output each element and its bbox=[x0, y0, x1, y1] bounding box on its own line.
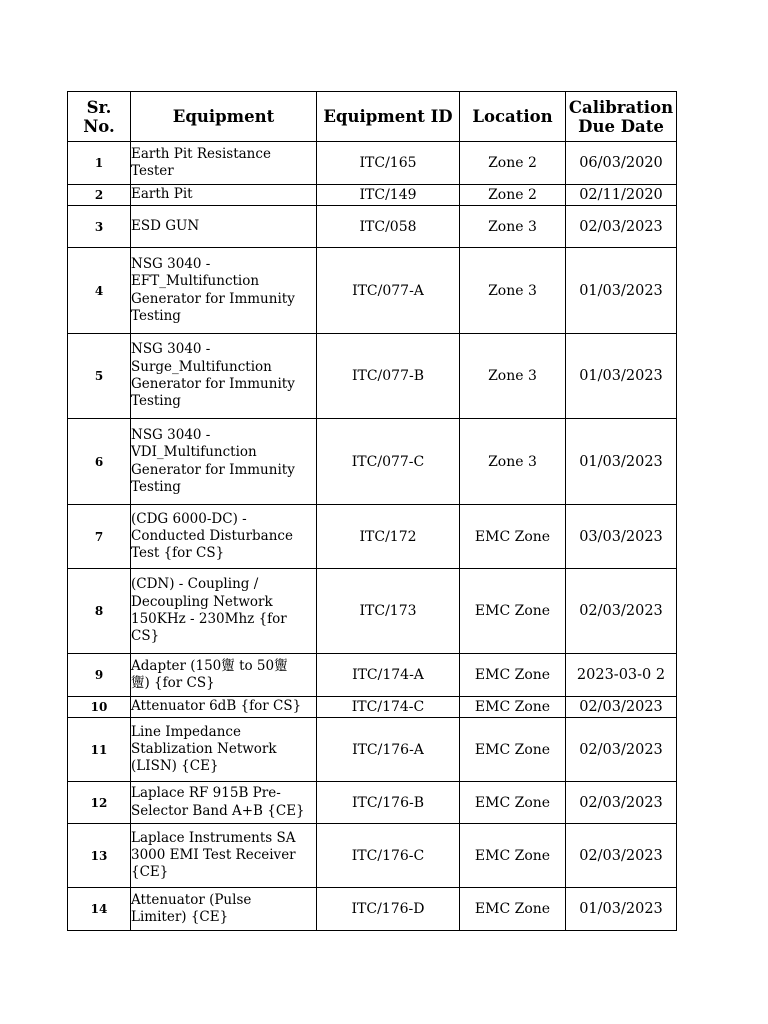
cell-location: Zone 2 bbox=[460, 142, 566, 185]
equipment-text-line: 150KHz - 230Mhz {for bbox=[131, 611, 287, 627]
header-sr-no: Sr. No. bbox=[68, 92, 131, 142]
table-row bbox=[68, 654, 677, 697]
cell-equipment-id: ITC/077-C bbox=[317, 419, 460, 505]
header-equipment: Equipment bbox=[131, 92, 317, 142]
equipment-text-line: (CDN) - Coupling / bbox=[131, 576, 259, 593]
equipment-text-line: Earth Pit bbox=[131, 186, 193, 203]
cell-calibration-due-date: 02/03/2023 bbox=[566, 824, 677, 888]
cell-equipment-id: ITC/176-D bbox=[317, 888, 460, 931]
equipment-text-line: Laplace RF 915B Pre- bbox=[131, 785, 281, 802]
cell-location: EMC Zone bbox=[460, 888, 566, 931]
table-row bbox=[68, 782, 677, 824]
header-equipment-id: Equipment ID bbox=[317, 92, 460, 142]
table-row bbox=[68, 248, 677, 334]
header-calibration-line1: Calibration bbox=[568, 97, 674, 117]
cell-calibration-due-date: 02/11/2020 bbox=[566, 185, 677, 206]
cell-location: EMC Zone bbox=[460, 505, 566, 569]
cell-equipment-id: ITC/176-B bbox=[317, 782, 460, 824]
equipment-text-line: Testing bbox=[131, 478, 181, 495]
cell-sr-no: 8 bbox=[68, 569, 131, 654]
equipment-text-line: Decoupling Network bbox=[131, 593, 273, 610]
table-row bbox=[68, 419, 677, 505]
cell-location: EMC Zone bbox=[460, 824, 566, 888]
header-calibration-due-date bbox=[566, 92, 677, 142]
table-row bbox=[68, 718, 677, 782]
cell-sr-no: 2 bbox=[68, 185, 131, 206]
table-row bbox=[68, 697, 677, 718]
equipment-text-line: (CDG 6000-DC) - bbox=[131, 510, 247, 527]
equipment-text-line: Surge_Multifunction bbox=[131, 358, 272, 375]
cell-calibration-due-date: 02/03/2023 bbox=[566, 718, 677, 782]
cell-equipment bbox=[131, 505, 317, 569]
equipment-text-line: Test {for CS} bbox=[131, 545, 225, 562]
equipment-text-line: Attenuator 6dB {for CS} bbox=[131, 698, 302, 715]
table-row bbox=[68, 185, 677, 206]
cell-sr-no: 13 bbox=[68, 824, 131, 888]
cell-calibration-due-date: 03/03/2023 bbox=[566, 505, 677, 569]
table-row bbox=[68, 206, 677, 248]
table-header-row bbox=[68, 92, 677, 142]
table-body bbox=[68, 142, 677, 931]
cell-equipment bbox=[131, 334, 317, 419]
table-row bbox=[68, 569, 677, 654]
equipment-text-line: NSG 3040 - bbox=[131, 255, 211, 272]
cell-equipment bbox=[131, 654, 317, 697]
cell-equipment bbox=[131, 206, 317, 248]
equipment-text-line: 3000 EMI Test Receiver bbox=[131, 846, 296, 863]
cell-equipment-id: ITC/176-C bbox=[317, 824, 460, 888]
equipment-text-line: Laplace Instruments SA bbox=[131, 829, 296, 846]
cell-calibration-due-date: 01/03/2023 bbox=[566, 248, 677, 334]
equipment-text-line: Limiter) {CE} bbox=[131, 909, 229, 925]
cell-equipment-id: ITC/077-B bbox=[317, 334, 460, 419]
cell-calibration-due-date: 06/03/2020 bbox=[566, 142, 677, 185]
table-row bbox=[68, 888, 677, 931]
cell-sr-no: 7 bbox=[68, 505, 131, 569]
equipment-text-line: Adapter (150躛 to 50躛 bbox=[131, 657, 288, 674]
table-row bbox=[68, 824, 677, 888]
cell-equipment-id: ITC/174-A bbox=[317, 654, 460, 697]
cell-calibration-due-date: 2023-03-0 2 bbox=[566, 654, 677, 697]
equipment-text-line: Earth Pit Resistance bbox=[131, 145, 271, 162]
cell-equipment bbox=[131, 248, 317, 334]
cell-equipment bbox=[131, 569, 317, 654]
cell-sr-no: 5 bbox=[68, 334, 131, 419]
cell-calibration-due-date: 02/03/2023 bbox=[566, 697, 677, 718]
equipment-text-line: Generator for Immunity bbox=[131, 461, 295, 478]
cell-equipment bbox=[131, 185, 317, 206]
header-calibration-line2: Due Date bbox=[578, 116, 664, 136]
cell-sr-no: 1 bbox=[68, 142, 131, 185]
equipment-text-line: NSG 3040 - bbox=[131, 426, 211, 443]
cell-calibration-due-date: 01/03/2023 bbox=[566, 419, 677, 505]
cell-equipment-id: ITC/165 bbox=[317, 142, 460, 185]
table-row bbox=[68, 142, 677, 185]
cell-equipment-id: ITC/173 bbox=[317, 569, 460, 654]
cell-sr-no: 10 bbox=[68, 697, 131, 718]
cell-sr-no: 12 bbox=[68, 782, 131, 824]
cell-calibration-due-date: 01/03/2023 bbox=[566, 334, 677, 419]
equipment-text-line: Generator for Immunity bbox=[131, 376, 295, 392]
cell-calibration-due-date: 02/03/2023 bbox=[566, 569, 677, 654]
equipment-text-line: Tester bbox=[131, 163, 174, 179]
equipment-text-line: Testing bbox=[131, 307, 181, 324]
cell-location: Zone 2 bbox=[460, 185, 566, 206]
cell-calibration-due-date: 02/03/2023 bbox=[566, 206, 677, 248]
cell-location: EMC Zone bbox=[460, 782, 566, 824]
cell-equipment bbox=[131, 718, 317, 782]
cell-sr-no: 4 bbox=[68, 248, 131, 334]
equipment-text-line: Selector Band A+B {CE} bbox=[131, 802, 305, 819]
cell-calibration-due-date: 01/03/2023 bbox=[566, 888, 677, 931]
equipment-text-line: NSG 3040 - bbox=[131, 341, 211, 358]
cell-equipment bbox=[131, 697, 317, 718]
equipment-text-line: Stablization Network bbox=[131, 740, 277, 757]
equipment-text-line: VDI_Multifunction bbox=[131, 444, 257, 461]
cell-location: Zone 3 bbox=[460, 206, 566, 248]
cell-equipment-id: ITC/058 bbox=[317, 206, 460, 248]
cell-equipment-id: ITC/176-A bbox=[317, 718, 460, 782]
equipment-text-line: Attenuator (Pulse bbox=[131, 891, 252, 908]
cell-equipment bbox=[131, 824, 317, 888]
cell-equipment bbox=[131, 419, 317, 505]
header-location: Location bbox=[460, 92, 566, 142]
cell-location: EMC Zone bbox=[460, 718, 566, 782]
equipment-text-line: CS} bbox=[131, 628, 160, 645]
cell-sr-no: 9 bbox=[68, 654, 131, 697]
equipment-text-line: Testing bbox=[131, 393, 181, 410]
cell-equipment-id: ITC/077-A bbox=[317, 248, 460, 334]
cell-equipment bbox=[131, 782, 317, 824]
equipment-calibration-table bbox=[67, 91, 677, 931]
equipment-text-line: Conducted Disturbance bbox=[131, 527, 293, 544]
cell-sr-no: 11 bbox=[68, 718, 131, 782]
cell-sr-no: 6 bbox=[68, 419, 131, 505]
cell-location: EMC Zone bbox=[460, 697, 566, 718]
cell-equipment bbox=[131, 888, 317, 931]
cell-sr-no: 14 bbox=[68, 888, 131, 931]
cell-location: Zone 3 bbox=[460, 334, 566, 419]
cell-sr-no: 3 bbox=[68, 206, 131, 248]
cell-calibration-due-date: 02/03/2023 bbox=[566, 782, 677, 824]
cell-equipment-id: ITC/149 bbox=[317, 185, 460, 206]
table-row bbox=[68, 505, 677, 569]
equipment-text-line: EFT_Multifunction bbox=[131, 273, 260, 290]
cell-location: EMC Zone bbox=[460, 654, 566, 697]
equipment-text-line: Generator for Immunity bbox=[131, 290, 295, 307]
equipment-text-line: 躛) {for CS} bbox=[131, 675, 215, 691]
equipment-text-line: Line Impedance bbox=[131, 723, 241, 740]
equipment-text-line: ESD GUN bbox=[131, 217, 200, 234]
cell-location: Zone 3 bbox=[460, 248, 566, 334]
cell-location: Zone 3 bbox=[460, 419, 566, 505]
cell-equipment-id: ITC/172 bbox=[317, 505, 460, 569]
cell-equipment-id: ITC/174-C bbox=[317, 697, 460, 718]
equipment-text-line: (LISN) {CE} bbox=[131, 758, 219, 775]
equipment-text-line: {CE} bbox=[131, 864, 169, 881]
cell-location: EMC Zone bbox=[460, 569, 566, 654]
cell-equipment bbox=[131, 142, 317, 185]
table-row bbox=[68, 334, 677, 419]
